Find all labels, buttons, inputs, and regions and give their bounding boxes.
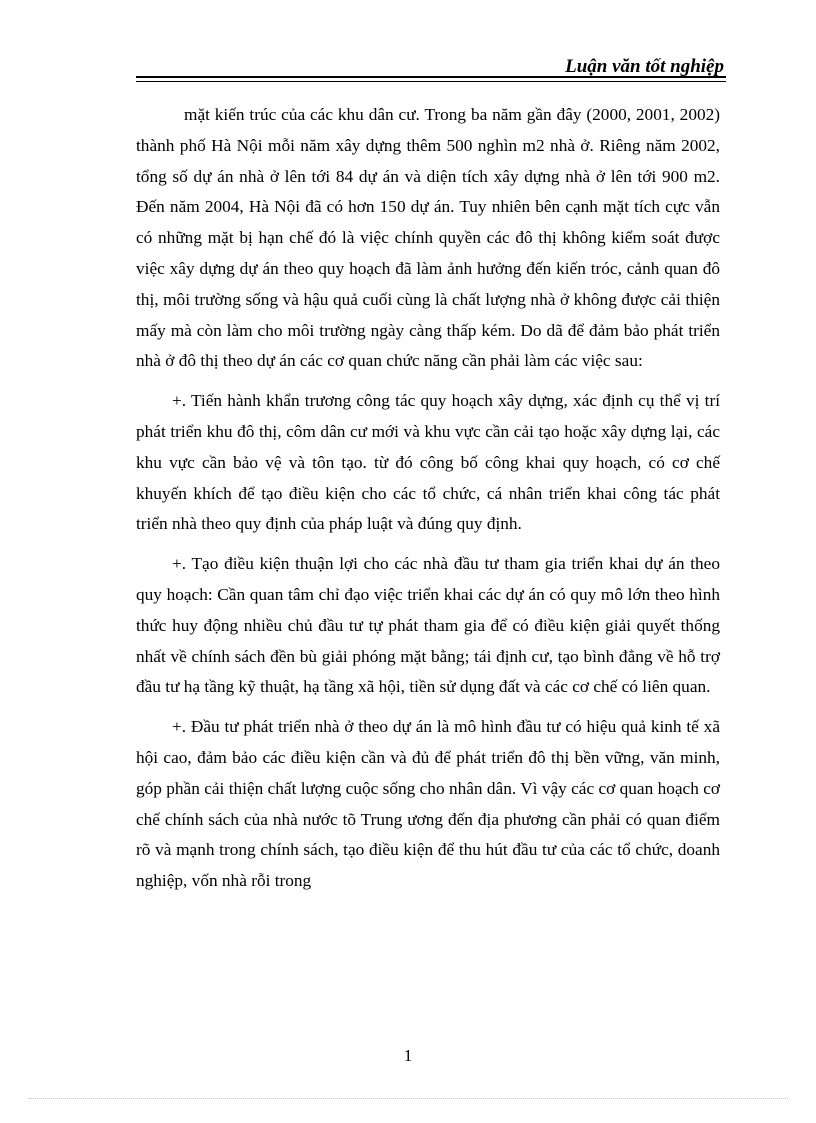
page-number: 1 <box>403 1046 413 1065</box>
header-rule-thin <box>136 81 726 82</box>
paragraph-intro: mặt kiến trúc của các khu dân cư. Trong ba năm gần đây (2000, 2001, 2002) thành phố Hà Nội mỗi năm xây dựng thêm 500 nghìn m2 nhà ở. Riêng năm 2002, tổng số dự án nhà ở lên tới 84 dự án và diện tích xây dựng nhà ở lên tới 900 m2. Đến năm 2004, Hà Nội đã có hơn 150 dự án. Tuy nhiên bên cạnh mặt tích cực vẫn có những mặt bị hạn chế đó là việc chính quyền các đô thị không kiểm soát được việc xây dựng dự án theo quy hoạch đã làm ảnh hưởng đến kiến tróc, cảnh quan đô thị, môi trường sống và hậu quả cuối cùng là chất lượng nhà ở không được cải thiện mấy mà còn làm cho môi trường ngày càng thấp kém. Do dã để đảm bảo phát triển nhà ở đô thị theo dự án các cơ quan chức năng cần phải làm các việc sau: <box>136 105 720 371</box>
paragraph-item-investors: +. Tạo điều kiện thuận lợi cho các nhà đầu tư tham gia triển khai dự án theo quy hoạch: Cần quan tâm chỉ đạo việc triển khai các dự án có quy mô lớn theo hình thức huy động nhiều chủ đầu tư tự phát tham gia để có điều kiện giải quyết thống nhất về chính sách đền bù giải phóng mặt bằng; tái định cư, tạo bình đẳng về hỗ trợ đầu tư hạ tầng kỹ thuật, hạ tầng xã hội, tiền sử dụng đất và các cơ chế có liên quan. <box>136 554 720 697</box>
paragraph-item-investment: +. Đầu tư phát triển nhà ở theo dự án là mô hình đầu tư có hiệu quả kinh tế xã hội cao, đảm bảo các điều kiện cần và đủ để phát triển đô thị bền vững, văn minh, góp phần cải thiện chất lượng cuộc sống cho nhân dân. Vì vậy các cơ quan hoạch cơ chế chính sách của nhà nước tõ Trung ương đến địa phương cần phải có quan điểm rõ và mạnh trong chính sách, tạo điều kiện để thu hút đầu tư của các tổ chức, doanh nghiệp, vốn nhà rỗi trong <box>136 717 720 891</box>
paragraph-item-planning: +. Tiến hành khẩn trương công tác quy hoạch xây dựng, xác định cụ thể vị trí phát triển khu đô thị, côm dân cư mới và khu vực cần cải tạo hoặc xây dựng lại, các khu vực cần bảo vệ và tôn tạo. từ đó công bố công khai quy hoạch, có cơ chế khuyến khích để tạo điều kiện cho các tổ chức, cá nhân triển khai công tác phát triển nhà theo quy định của pháp luật và đúng quy định. <box>136 391 720 534</box>
page-header <box>136 56 726 80</box>
header-rule <box>136 76 726 78</box>
body-text <box>136 100 720 897</box>
header-title: Luận văn tốt nghiệp <box>565 56 724 77</box>
page-bottom-edge <box>28 1098 788 1099</box>
